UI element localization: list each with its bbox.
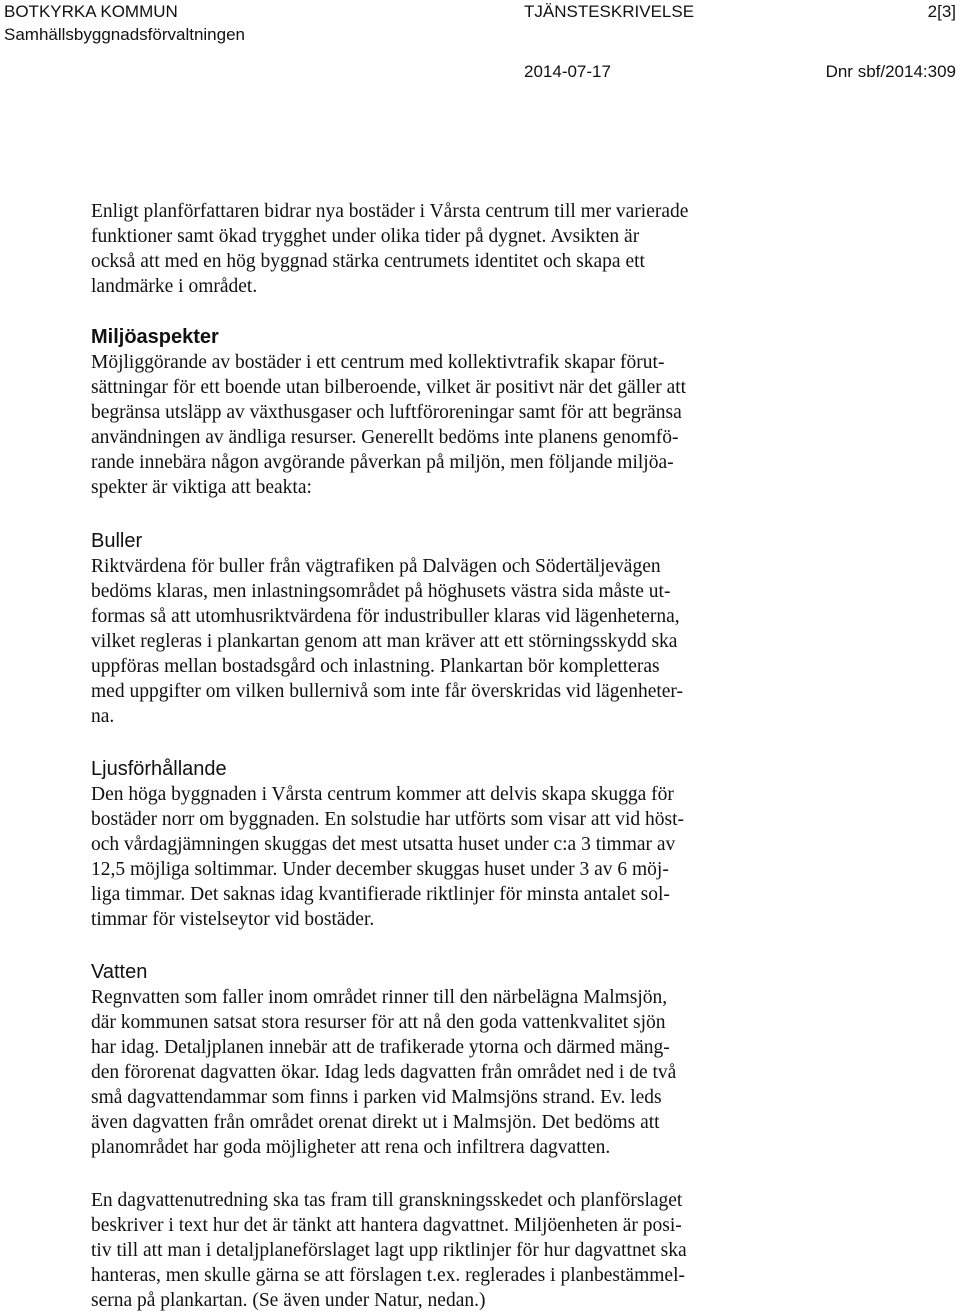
- paragraph-line: spekter är viktiga att beakta:: [91, 477, 312, 498]
- paragraph-line: formas så att utomhusriktvärdena för industribuller klaras vid lägenheterna,: [91, 606, 680, 627]
- paragraph-line: 12,5 möjliga soltimmar. Under december skuggas huset under 3 av 6 möj-: [91, 859, 669, 880]
- paragraph-line: bostäder norr om byggnaden. En solstudie har utförts som visar att vid höst-: [91, 809, 685, 830]
- paragraph-line: Den höga byggnaden i Vårsta centrum kommer att delvis skapa skugga för: [91, 784, 674, 805]
- paragraph-line: sättningar för ett boende utan bilberoende, vilket är positivt när det gäller att: [91, 377, 687, 398]
- section-heading: Ljusförhållande: [91, 758, 227, 780]
- paragraph-line: med uppgifter om vilken bullernivå som inte får överskridas vid lägenheter-: [91, 681, 684, 702]
- section-heading: Miljöaspekter: [91, 326, 219, 348]
- paragraph-line: tiv till att man i detaljplaneförslaget lagt upp riktlinjer för hur dagvattnet ska: [91, 1240, 687, 1261]
- intro-line: Enligt planförfattaren bidrar nya bostäder i Vårsta centrum till mer varierade: [91, 201, 689, 222]
- paragraph-line: uppföras mellan bostadsgård och inlastning. Plankartan bör kompletteras: [91, 656, 660, 677]
- paragraph-line: har idag. Detaljplanen innebär att de trafikerade ytorna och därmed mäng-: [91, 1037, 670, 1058]
- paragraph-line: Möjliggörande av bostäder i ett centrum med kollektivtrafik skapar förut-: [91, 352, 665, 373]
- paragraph-line: den förorenat dagvatten ökar. Idag leds dagvatten från området ned i de två: [91, 1062, 677, 1083]
- organization-name: BOTKYRKA KOMMUN: [4, 2, 178, 21]
- document-dnr: Dnr sbf/2014:309: [825, 62, 956, 81]
- section-heading: Buller: [91, 530, 143, 552]
- paragraph-line: planområdet har goda möjligheter att rena och infiltrera dagvatten.: [91, 1137, 611, 1158]
- paragraph-line: na.: [91, 706, 115, 727]
- document-date: 2014-07-17: [524, 62, 611, 81]
- paragraph-line: små dagvattendammar som finns i parken vid Malmsjöns strand. Ev. leds: [91, 1087, 662, 1108]
- paragraph-line: Regnvatten som faller inom området rinner till den närbelägna Malmsjön,: [91, 987, 668, 1008]
- intro-line: funktioner samt ökad trygghet under olika tider på dygnet. Avsikten är: [91, 226, 640, 247]
- paragraph-line: hanteras, men skulle gärna se att förslagen t.ex. reglerades i planbestämmel-: [91, 1265, 685, 1286]
- paragraph-line: även dagvatten från området orenat direkt ut i Malmsjön. Det bedöms att: [91, 1112, 660, 1133]
- paragraph-line: beskriver i text hur det är tänkt att hantera dagvattnet. Miljöenheten är posi-: [91, 1215, 682, 1236]
- paragraph-line: serna på plankartan. (Se även under Natur, nedan.): [91, 1290, 486, 1311]
- paragraph-line: vilket regleras i plankartan genom att man kräver att ett störningsskydd ska: [91, 631, 678, 652]
- paragraph-line: och vårdagjämningen skuggas det mest utsatta huset under c:a 3 timmar av: [91, 834, 676, 855]
- paragraph-line: begränsa utsläpp av växthusgaser och luftföroreningar samt för att begränsa: [91, 402, 682, 423]
- intro-line: landmärke i området.: [91, 276, 258, 297]
- paragraph-line: där kommunen satsat stora resurser för att nå den goda vattenkvalitet sjön: [91, 1012, 666, 1033]
- page-number: 2[3]: [927, 2, 956, 21]
- section-heading: Vatten: [91, 961, 148, 983]
- document-type: TJÄNSTESKRIVELSE: [524, 2, 695, 21]
- intro-line: också att med en hög byggnad stärka centrumets identitet och skapa ett: [91, 251, 645, 272]
- paragraph-line: bedöms klaras, men inlastningsområdet på höghusets västra sida måste ut-: [91, 581, 671, 602]
- paragraph-line: timmar för vistelseytor vid bostäder.: [91, 909, 375, 930]
- paragraph-line: En dagvattenutredning ska tas fram till granskningsskedet och planförslaget: [91, 1190, 683, 1211]
- department-name: Samhällsbyggnadsförvaltningen: [4, 25, 245, 44]
- paragraph-line: Riktvärdena för buller från vägtrafiken på Dalvägen och Södertäljevägen: [91, 556, 661, 577]
- paragraph-line: rande innebära någon avgörande påverkan på miljön, men följande miljöa-: [91, 452, 674, 473]
- paragraph-line: användningen av ändliga resurser. Generellt bedöms inte planens genomfö-: [91, 427, 679, 448]
- paragraph-line: liga timmar. Det saknas idag kvantifierade riktlinjer för minsta antalet sol-: [91, 884, 670, 905]
